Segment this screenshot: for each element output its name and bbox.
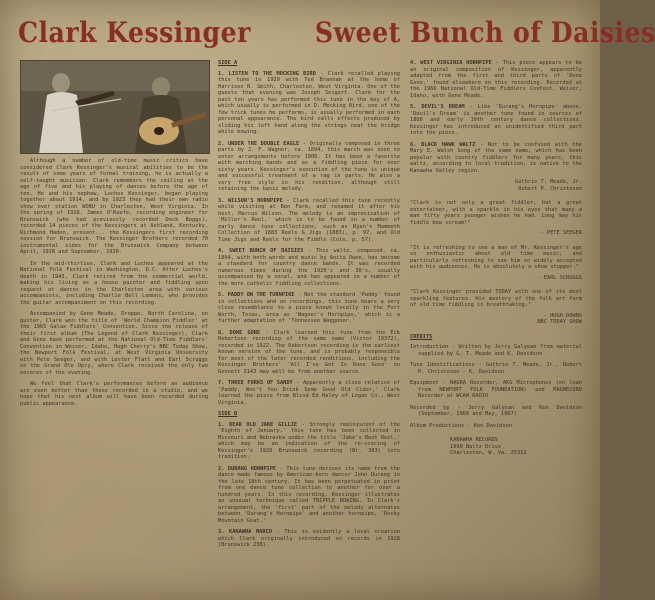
- track-entry: [218, 71, 400, 136]
- track-entry: [410, 142, 582, 175]
- label-name: KANAWHA RECORDS: [450, 437, 498, 443]
- track-title: 1. LISTEN TO THE MOCKING BIRD: [218, 70, 316, 77]
- track-entry: [218, 330, 400, 376]
- track-entry: [218, 466, 400, 525]
- quote-text: "It is refreshing to see a man of Mr. Kessinger's age so enthusiastic about old time music, and particularly refreshing to see him so widely accepted with his audiences. He is absolutely a show stopper.": [410, 244, 582, 270]
- quote-author: - PETE SEEGER: [540, 230, 582, 236]
- track-entry: [218, 141, 400, 193]
- track-note: - Like 'Durang's Hornpipe' above, 'Devil's Dream' is another tune found in sources of 1800 and early 19th century dance collections. Kessinger has introduced an unidentified third part into the piece.: [410, 104, 582, 136]
- credit-item: Introduction - Written by Jerry Galyean from material supplied by G. T. Meade and K. Davidson: [410, 344, 582, 357]
- track-title: 4. SWEET BUNCH OF DAISIES: [218, 248, 304, 254]
- label-address: [410, 437, 582, 457]
- track-note: - This is evidently a local creation which Clark originally introduced on records in 1928 (Brunswick 238).: [218, 529, 400, 548]
- credits-heading: CREDITS: [410, 333, 433, 340]
- track-note: - This tune derives its name from the dance made famous by American-born dancer John Durang in the late 18th century. It has been perpetuated in print from one dance tune collection to another for over a hundred years. In this recording, Kessinger illustrates an unusual technique called TRIPPLE BOWING. In Clark's arrangement, the 'first' part of the melody alternates between 'Durang's Hornpipe' and another hornpipe, 'Rocky Mountain Goat.': [218, 465, 400, 524]
- track-note: - This piece appears to be an original composition of Kessinger, apparently adapted from the first and third parts of 'Done Gone,' found elsewhere on this recording. Recorded at the 1966 National Old-Time Fiddlers Contest, Weiser, Idaho, with Gene Meade.: [410, 60, 582, 99]
- address-line: Charleston, W. Va. 25312: [450, 450, 527, 456]
- track-note: - Originally composed in three parts by J. F. Wagner, ca. 1894, this march was soon to enter arrangements before 1900. It has been a favorite with marching bands and as a fiddling piece for over sixty years. Kessinger's execution of the tune is unique and successful treatment of a rag in parts. He also a very free style in his rendition, although still retaining the basic melody.: [218, 140, 400, 192]
- notes-attribution: Guthrie T. Meade, Jr. Robert P. Christeson: [515, 179, 582, 192]
- credit-item: Recorded by - Jerry Galyean and Ken Davidson (September, 1966 and May, 1967): [410, 404, 582, 417]
- track-note: - Strongly reminiscent of the 'Eighth of January,' this tune has been collected in Missouri and Nebraska under the title 'Jake's Best Reel,' which may be an indication of the re-scoring of Kessinger's 1928 Brunswick recording (Br. 393) into tradition.: [218, 421, 400, 460]
- track-entry: [218, 422, 400, 461]
- quote-author: - HUGH DOWNS NBC TODAY SHOW: [537, 312, 582, 325]
- track-entry: [410, 60, 582, 99]
- address-line: 1999 Baltz Drive: [450, 443, 502, 450]
- side-b-label: SIDE B: [218, 411, 238, 417]
- track-title: 3. KANAWHA MARCH: [218, 529, 272, 535]
- title-bar: [18, 12, 655, 52]
- credit-item: Equipment - NAGRA Recorder, AKG Microphones (on loan from NEWPORT FOLK FOUNDATION) and MAGNECORD Recorder at WCAW RADIO: [410, 380, 582, 399]
- track-title: 2. DURANG HORNPIPE: [218, 465, 277, 472]
- track-note: - Clark recalled this tune recently while visiting at Ben Farm, and renamed it after his host, Marcus Wilson. The melody is an improvisation of 'Miller's Reel,' which is to be found in a number of early dance tune collections, such as Ryan's Mammoth Collection of 1883 Reels & Jigs (1883), p. 97, and Old Time Jigs and Reels for the Fiddle (Cole, p. 57).: [218, 197, 400, 243]
- track-title: 1. DEAR OLD JAKE GILLIE: [218, 421, 298, 428]
- quote-author: - EARL SCRUGGS: [537, 274, 582, 281]
- track-entry: [410, 104, 582, 137]
- track-entry: [218, 529, 400, 549]
- track-title: 5. PADDY ON THE TURNPIKE: [218, 292, 295, 298]
- track-note: - Apparently a close relative of 'Paddy, Won't You Drink Some Good Old Cider,' Clark learned the piece from Blind Ed Haley of Logan Co., West Virginia.: [218, 380, 400, 406]
- album-title: Sweet Bunch of Daisies: [314, 15, 655, 49]
- fiddler-photo-icon: [21, 61, 209, 153]
- track-title: 3. WILSON'S HORNPIPE: [218, 197, 283, 204]
- track-title: 6. DONE GONE: [218, 329, 261, 336]
- track-note: - Not the standard 'Paddy' found in collections and on recordings, this tune bears a very close resemblance to a piece known locally in the Fort Worth, Texas, area as 'Wagner's Hornpipe,' which is a further adaptation of 'Tennessee Waggoner.': [218, 292, 400, 324]
- liner-paragraph: In the mid-thirties, Clark and Luches appeared at the National Folk Festival in Washington, D.C. After Luches's death in 1943, Clark retired from the commercial world, making his living as a house painter and fiddling upon request at dances in the Charleston area with various accompanists, including Charlie Bell Lemons, who provides the guitar accompaniment on this recording.: [20, 260, 208, 306]
- side-a-label: SIDE A: [218, 60, 238, 66]
- quote-text: "Clark Kessinger provided TODAY with one of its most sparkling features. His mastery of the folk art form of old time fiddling is breathtaking.": [410, 289, 582, 308]
- track-note: - Clark learned this tune from the Eck Robertson recording of the same name (Victor 19372), recorded in 1922. The Robertson recording is the earliest known version of the tune, and is probably responsible for most of the later recorded renditions, including the Kessinger Brothers' 'All I've Got Is Done Gone' on Gennett 3143 may well be from another source.: [218, 329, 400, 375]
- track-title: 4. WEST VIRGINIA HORNPIPE: [410, 60, 492, 66]
- fiddler-photo: [20, 60, 210, 154]
- right-column: [410, 60, 582, 457]
- liner-paragraph: We feel that Clark's performances before an audience are even better than those recorded in a studio, and we hope that his next album will have been recorded during public appearance.: [20, 381, 208, 407]
- liner-notes-column: [20, 158, 208, 412]
- track-title: 6. BLACK HAWK WALTZ: [410, 141, 476, 148]
- credit-item: Tune Identifications - Guthrie T. Meade, Jr., Robert P. Christeson - K. Davidson: [410, 362, 582, 375]
- track-title: 2. UNDER THE DOUBLE EAGLE: [218, 140, 300, 147]
- credit-item: Album Productions - Ken Davidson: [410, 422, 513, 429]
- track-entry: [218, 292, 400, 325]
- track-note: - Not to be confused with the Mary E. Walsh Song of the same name, which has been popular with country fiddlers for many years, this waltz, according to local tradition, is native to the Kanawha Valley region.: [410, 141, 582, 174]
- track-title: 5. DEVIL'S DREAM: [410, 104, 465, 110]
- liner-paragraph: Accompanied by Gene Meade, Droppe, North Carolina, on guitar, Clark won the title of 'World Champion Fiddler' at the 1965 Galax Fiddlers' Convention. Since the release of their first album (The Legend of Clark Kessinger), Clark and Gene have performed at the National Old-Time Fiddlers' Convention in Weiser, Idaho, Hugh Cherry's NBC Today Show, the Newport Folk Festival, at West Virginia University with Pete Seeger, and with Lester Flatt and Earl Scruggs on the Grand Ole Opry, where Clark received the only two encores of the evening.: [20, 311, 208, 376]
- track-title: 7. THREE FORKS OF SANDY: [218, 380, 293, 386]
- track-entry: [218, 248, 400, 287]
- artist-name: Clark Kessinger: [18, 15, 251, 49]
- track-entry: [218, 198, 400, 244]
- quote-text: "Clark is not only a great fiddler, but a great entertainer, with a sparkle in his eyes that many a man fifty years younger wishes he had. Long may his fiddle bow scream!": [410, 200, 582, 226]
- track-notes-column: [218, 60, 400, 554]
- track-note: - This waltz, composed, ca. 1894, with both words and music by Anita Owen, has become a standard for country dance bands. It was recorded numerous times during the 1920's and 30's, usually accompanied by a vocal, and has appeared in a number of the more catholic fiddling collections.: [218, 248, 400, 287]
- track-note: - Clark recalled playing this tune in 1920 with Ted Brannan at the home of Harrison R. Smith, Charleston, West Virginia. One of the guests that evening was Joseph Seigert. Clark for the past ten years has performed this tune in the key of A, which usually is performed in D. Mocking Bird, one of the few trick tunes he performs, is usually performed in each personal appearance. The bird calls effects produced by sliding his left hand along the strings near the bridge while bowing.: [218, 70, 400, 135]
- track-entry: [218, 380, 400, 406]
- liner-paragraph: Although a number of old-time music critics have considered Clark Kessinger's musical abilities to be the result of some years of formal training, he is actually a self-taught musician. Clark remembers the ceiling at the age of five and his playing of dances before the age of ten. He and his nephew, Luches Kessinger, began playing together about 1914, and by 1923 they had their own radio show over station WOBU in Charleston, West Virginia. In the spring of 1928, James O'Keefe, recording engineer for Brunswick (who had previously recorded Dock Boggs), recorded 14 pieces of the Kessingers at Ashland, Kentucky. Richmond Haden, present... the Kessingers first recording session for Brunswick. The Kessinger Brothers recorded 70 instrumental sides for the Brunswick Company between April, 1928 and September, 1930.: [20, 158, 208, 255]
